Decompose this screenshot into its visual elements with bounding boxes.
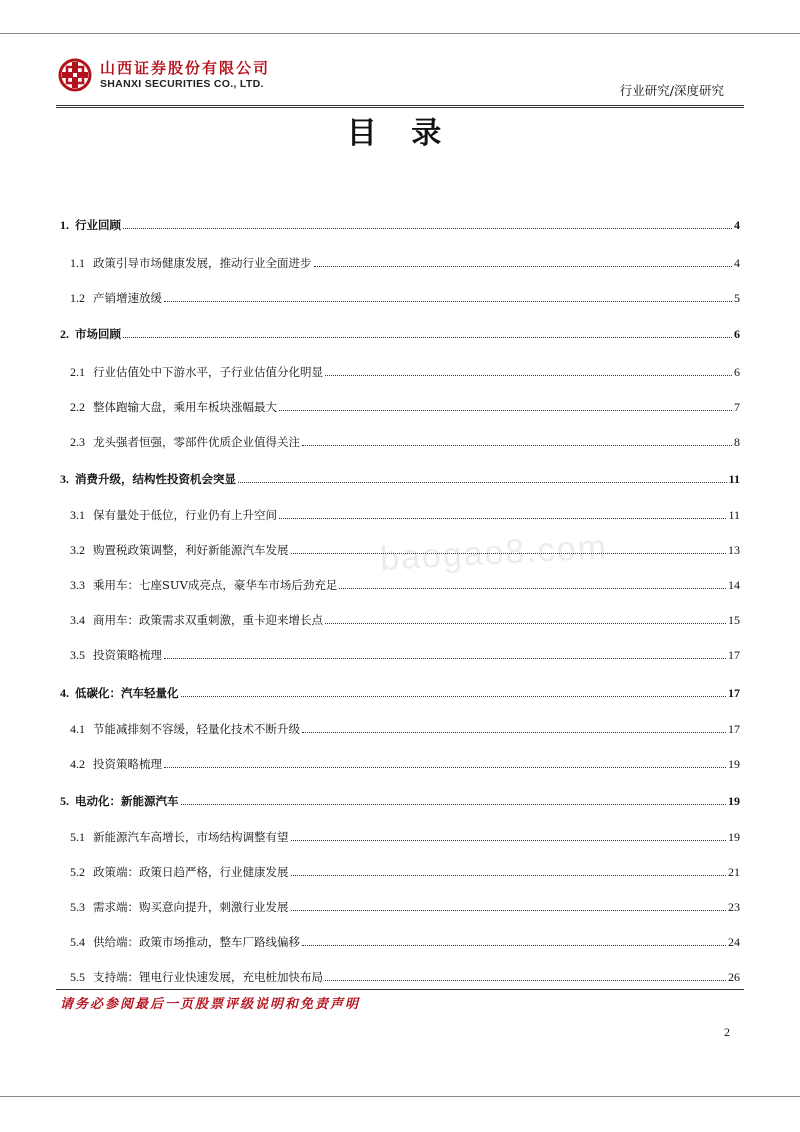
disclaimer-notice: 请务必参阅最后一页股票评级说明和免责声明 [60, 997, 361, 1012]
toc-entry-title: 购置税政策调整，利好新能源汽车发展 [93, 543, 289, 557]
toc-dot-leader [164, 658, 726, 659]
toc-entry-title: 产销增速放缓 [93, 291, 162, 305]
page-title: 目 录 [346, 116, 454, 151]
toc-chapter-entry[interactable] [60, 789, 740, 809]
toc-section-entry[interactable] [60, 608, 740, 628]
toc-entry-title: 投资策略梳理 [93, 757, 162, 771]
toc-entry-title: 行业回顾 [75, 218, 121, 232]
toc-chapter-entry[interactable] [60, 213, 740, 233]
page-top-border [0, 33, 800, 34]
toc-entry-number: 5.3 [70, 900, 85, 914]
toc-section-entry[interactable] [60, 395, 740, 415]
toc-entry-number: 3.5 [70, 648, 85, 662]
toc-entry-title: 龙头强者恒强，零部件优质企业值得关注 [93, 435, 300, 449]
toc-entry-title: 新能源汽车高增长，市场结构调整有望 [93, 830, 289, 844]
toc-entry-title: 整体跑输大盘，乘用车板块涨幅最大 [93, 400, 277, 414]
toc-entry-number: 1. [60, 218, 69, 232]
toc-entry-title: 政策引导市场健康发展，推动行业全面进步 [93, 256, 312, 270]
toc-dot-leader [325, 375, 732, 376]
toc-dot-leader [291, 840, 727, 841]
toc-entry-number: 1.2 [70, 291, 85, 305]
toc-dot-leader [123, 337, 732, 338]
toc-dot-leader [302, 445, 732, 446]
toc-entry-title: 支持端：锂电行业快速发展，充电桩加快布局 [93, 970, 323, 984]
toc-entry-title: 政策端：政策日趋严格，行业健康发展 [93, 865, 289, 879]
toc-entry-number: 4. [60, 686, 69, 700]
shanxi-securities-logo-icon [58, 58, 92, 92]
toc-entry-page: 21 [728, 865, 740, 879]
toc-section-entry[interactable] [60, 573, 740, 593]
toc-dot-leader [314, 266, 733, 267]
toc-section-entry[interactable] [60, 538, 740, 558]
watermark: baogao8.com [379, 528, 609, 578]
toc-entry-page: 13 [728, 543, 740, 557]
toc-entry-number: 5.2 [70, 865, 85, 879]
toc-entry-number: 3.4 [70, 613, 85, 627]
toc-entry-number: 3.3 [70, 578, 85, 592]
toc-entry-number: 5.4 [70, 935, 85, 949]
toc-dot-leader [279, 410, 732, 411]
toc-entry-title: 行业估值处中下游水平，子行业估值分化明显 [93, 365, 323, 379]
toc-entry-page: 6 [734, 327, 740, 341]
toc-section-entry[interactable] [60, 286, 740, 306]
toc-dot-leader [291, 875, 727, 876]
toc-dot-leader [302, 732, 726, 733]
toc-entry-title: 市场回顾 [75, 327, 121, 341]
toc-entry-title: 商用车：政策需求双重刺激，重卡迎来增长点 [93, 613, 323, 627]
toc-entry-page: 11 [728, 472, 740, 486]
toc-section-entry[interactable] [60, 503, 740, 523]
toc-dot-leader [325, 623, 726, 624]
toc-dot-leader [181, 696, 727, 697]
toc-entry-page: 17 [728, 686, 740, 700]
header-divider [56, 105, 744, 106]
company-logo [58, 58, 270, 92]
toc-dot-leader [302, 945, 726, 946]
toc-section-entry[interactable] [60, 717, 740, 737]
toc-dot-leader [291, 553, 727, 554]
footer-divider [56, 989, 744, 990]
toc-entry-title: 乘用车：七座SUV成亮点，豪华车市场后劲充足 [93, 578, 338, 592]
toc-entry-page: 11 [728, 508, 740, 522]
page-bottom-border [0, 1096, 800, 1097]
toc-entry-number: 2.3 [70, 435, 85, 449]
toc-entry-page: 19 [728, 830, 740, 844]
toc-section-entry[interactable] [60, 430, 740, 450]
toc-entry-page: 4 [734, 218, 740, 232]
toc-entry-page: 24 [728, 935, 740, 949]
toc-entry-page: 8 [734, 435, 740, 449]
toc-dot-leader [164, 767, 726, 768]
logo-text [100, 59, 270, 91]
toc-dot-leader [325, 980, 726, 981]
toc-entry-title: 节能减排刻不容缓，轻量化技术不断升级 [93, 722, 300, 736]
toc-entry-number: 5.1 [70, 830, 85, 844]
toc-dot-leader [339, 588, 726, 589]
toc-entry-number: 2.2 [70, 400, 85, 414]
toc-section-entry[interactable] [60, 752, 740, 772]
company-name-cn: 山西证券股份有限公司 [100, 59, 271, 77]
toc-entry-page: 26 [728, 970, 740, 984]
toc-entry-page: 17 [728, 722, 740, 736]
page-number: 2 [724, 1025, 730, 1039]
toc-entry-title: 消费升级，结构性投资机会突显 [75, 472, 236, 486]
toc-entry-number: 2.1 [70, 365, 85, 379]
toc-section-entry[interactable] [60, 360, 740, 380]
toc-section-entry[interactable] [60, 643, 740, 663]
toc-entry-title: 低碳化：汽车轻量化 [75, 686, 179, 700]
toc-section-entry[interactable] [60, 895, 740, 915]
report-category: 行业研究/深度研究 [619, 83, 724, 98]
toc-entry-number: 3. [60, 472, 69, 486]
toc-entry-title: 供给端：政策市场推动，整车厂路线偏移 [93, 935, 300, 949]
toc-entry-number: 5. [60, 794, 69, 808]
toc-entry-page: 14 [728, 578, 740, 592]
toc-entry-title: 保有量处于低位，行业仍有上升空间 [93, 508, 277, 522]
toc-dot-leader [123, 228, 732, 229]
toc-entry-page: 15 [728, 613, 740, 627]
toc-entry-number: 3.2 [70, 543, 85, 557]
company-name-en: SHANXI SECURITIES CO., LTD. [100, 78, 264, 90]
toc-entry-number: 2. [60, 327, 69, 341]
toc-entry-number: 1.1 [70, 256, 85, 270]
toc-dot-leader [164, 301, 732, 302]
toc-entry-page: 7 [734, 400, 740, 414]
table-of-contents [60, 198, 740, 985]
toc-entry-number: 4.2 [70, 757, 85, 771]
toc-entry-page: 17 [728, 648, 740, 662]
toc-dot-leader [238, 482, 727, 483]
toc-entry-number: 4.1 [70, 722, 85, 736]
toc-entry-page: 19 [728, 794, 740, 808]
toc-entry-title: 投资策略梳理 [93, 648, 162, 662]
toc-section-entry[interactable] [60, 825, 740, 845]
toc-entry-page: 23 [728, 900, 740, 914]
toc-dot-leader [291, 910, 727, 911]
toc-entry-number: 3.1 [70, 508, 85, 522]
toc-entry-page: 6 [734, 365, 740, 379]
toc-entry-number: 5.5 [70, 970, 85, 984]
toc-chapter-entry[interactable] [60, 467, 740, 487]
toc-entry-title: 需求端：购买意向提升，刺激行业发展 [93, 900, 289, 914]
toc-section-entry[interactable] [60, 930, 740, 950]
toc-section-entry[interactable] [60, 251, 740, 271]
toc-entry-page: 19 [728, 757, 740, 771]
toc-chapter-entry[interactable] [60, 681, 740, 701]
toc-entry-page: 5 [734, 291, 740, 305]
toc-dot-leader [279, 518, 726, 519]
header-divider-secondary [56, 107, 744, 108]
toc-section-entry[interactable] [60, 965, 740, 985]
toc-dot-leader [181, 804, 727, 805]
toc-chapter-entry[interactable] [60, 322, 740, 342]
toc-entry-page: 4 [734, 256, 740, 270]
toc-section-entry[interactable] [60, 860, 740, 880]
toc-entry-title: 电动化：新能源汽车 [75, 794, 179, 808]
